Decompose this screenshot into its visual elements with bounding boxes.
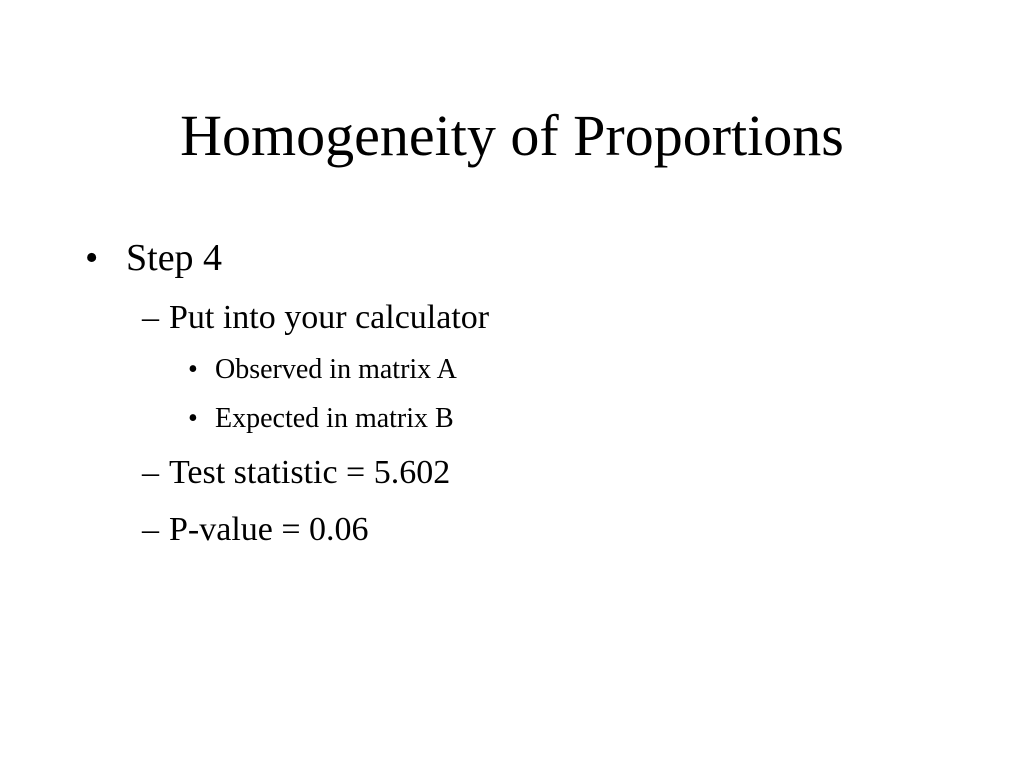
slide-title: Homogeneity of Proportions bbox=[180, 103, 844, 168]
dash-marker: – bbox=[142, 299, 159, 336]
bullet-text: Observed in matrix A bbox=[215, 354, 457, 385]
bullet-text: Step 4 bbox=[126, 237, 223, 279]
bullet-text: Put into your calculator bbox=[169, 299, 490, 336]
bullet-text: Expected in matrix B bbox=[215, 403, 454, 434]
bullet-marker: • bbox=[188, 403, 198, 434]
bullet-text: P-value = 0.06 bbox=[169, 511, 369, 548]
dash-marker: – bbox=[142, 454, 159, 491]
bullet-marker: • bbox=[188, 354, 198, 385]
dash-marker: – bbox=[142, 511, 159, 548]
bullet-text: Test statistic = 5.602 bbox=[169, 454, 451, 491]
bullet-marker: • bbox=[85, 237, 99, 279]
